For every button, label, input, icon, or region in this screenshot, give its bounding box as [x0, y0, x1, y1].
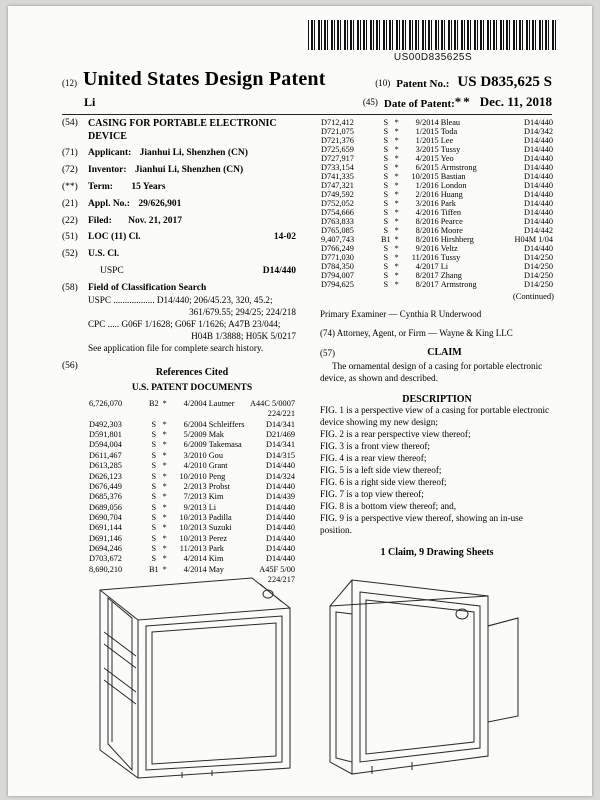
field-classification-search [62, 283, 296, 355]
us-cl-label: U.S. Cl. [88, 249, 120, 260]
date-asterisks: ** [454, 94, 472, 109]
table-row: 224/217 [267, 575, 295, 585]
description-line: FIG. 9 is a perspective view thereof, showing an in-use position. [320, 512, 523, 535]
table-row: D741,335 S * 10/2015 Bastian D14/440 [321, 172, 553, 181]
field-appl-no [62, 199, 296, 211]
code-52: (52) [62, 249, 78, 260]
barcode-block [308, 20, 558, 63]
code-57: (57) [320, 347, 335, 358]
table-row: D765,085 S * 8/2016 Moore D14/442 [321, 226, 553, 235]
page-title: United States Design Patent [83, 68, 326, 90]
table-row: D771,030 S * 11/2016 Tussy D14/250 [321, 253, 553, 262]
table-row: 6,726,070 B2 * 4/2004 Lautner A44C 5/0007 [89, 399, 295, 409]
date-of-patent-label: Date of Patent: [383, 98, 455, 110]
barcode-number: US00D835625S [393, 52, 473, 63]
table-row: D626,123 S * 10/2010 Peng D14/324 [89, 471, 295, 481]
inventor-surname: Li [84, 95, 96, 109]
fcs-label: Field of Classification Search [88, 283, 207, 293]
figure-left [82, 572, 302, 782]
attorney-line [320, 327, 554, 339]
description-line: FIG. 7 is a top view thereof; [320, 488, 424, 499]
inventor-value: Jianhui Li, Shenzhen (CN) [134, 164, 244, 175]
table-row: D766,249 S * 9/2016 Veltz D14/440 [321, 244, 553, 253]
description-heading: DESCRIPTION [402, 394, 472, 406]
table-row: 224/221 [267, 409, 295, 419]
code-term: (**) [62, 181, 78, 192]
patent-page [8, 6, 592, 796]
description-body [320, 405, 554, 536]
table-row: D703,672 S * 4/2014 Kim D14/440 [89, 554, 295, 564]
left-column [62, 118, 296, 590]
table-row: D754,666 S * 4/2016 Tiffen D14/440 [321, 208, 553, 217]
table-row: D694,246 S * 11/2013 Park D14/440 [89, 544, 295, 554]
term-label: Term: [88, 181, 113, 192]
applicant-value: Jianhui Li, Shenzhen (CN) [139, 148, 248, 158]
table-row: 9,407,743 B1 * 8/2016 Hirshberg H04M 1/04 [321, 235, 553, 244]
description-line: FIG. 1 is a perspective view of a casing for portable electronic device showing my new design; [320, 405, 550, 428]
table-row: D492,303 S * 6/2004 Schleiffers D14/341 [89, 419, 295, 429]
inventor-label: Inventor: [88, 164, 127, 175]
field-references [62, 361, 296, 586]
uspc-label: USPC [100, 266, 124, 277]
document-header [62, 68, 552, 115]
fcs-line-2: 361/679.55; 294/25; 224/218 [189, 306, 296, 317]
references-cited-heading: References Cited [155, 366, 229, 378]
table-row: D613,285 S * 4/2010 Grant D14/440 [89, 461, 295, 471]
fcs-line-4: H04B 1/3888; H05K 5/0217 [191, 330, 296, 341]
table-row: D689,056 S * 9/2013 Li D14/440 [89, 502, 295, 512]
code-21: (21) [62, 198, 78, 209]
table-row: D763,833 S * 8/2016 Pearce D14/440 [321, 217, 553, 226]
us-patent-documents-heading: U.S. PATENT DOCUMENTS [131, 383, 253, 394]
code-51: (51) [62, 232, 78, 243]
biblio-columns [62, 118, 554, 585]
code-74: (74) [320, 328, 335, 339]
continued-label: (Continued) [512, 291, 554, 301]
appl-no-label: Appl. No.: [88, 198, 130, 209]
table-row: D721,075 S * 1/2015 Toda D14/342 [321, 127, 553, 136]
drawing-figures [62, 562, 554, 790]
table-row: D727,917 S * 4/2015 Yeo D14/440 [321, 154, 553, 163]
filed-value: Nov. 21, 2017 [128, 215, 182, 226]
field-us-cl [62, 249, 296, 261]
table-row: D594,004 S * 6/2009 Takemasa D14/341 [89, 440, 295, 450]
references-table-right [320, 118, 554, 289]
code-45: (45) [362, 97, 378, 107]
table-row: D691,146 S * 10/2013 Perez D14/440 [89, 533, 295, 543]
table-row: D747,321 S * 1/2016 London D14/440 [321, 181, 553, 190]
fcs-line-1: USPC .................. D14/440; 206/45.23, 320, 45.2; [88, 294, 273, 305]
appl-no-value: 29/626,901 [138, 198, 182, 209]
code-56: (56) [62, 360, 78, 371]
claims-sheets-line: 1 Claim, 9 Drawing Sheets [380, 546, 494, 558]
field-term [62, 182, 296, 194]
field-uspc [62, 266, 296, 278]
field-title [62, 118, 296, 143]
table-row: D685,376 S * 7/2013 Kim D14/439 [89, 492, 295, 502]
fcs-line-5: See application file for complete search history. [88, 342, 264, 353]
date-of-patent-value: Dec. 11, 2018 [479, 94, 552, 109]
code-58: (58) [62, 283, 78, 293]
applicant-label: Applicant: [88, 148, 132, 158]
field-filed [62, 216, 296, 228]
table-row: D611,467 S * 3/2010 Gou D14/315 [89, 450, 295, 460]
code-10: (10) [375, 78, 391, 88]
table-row: D721,376 S * 1/2015 Lee D14/440 [321, 136, 553, 145]
table-row: D591,801 S * 5/2009 Mak D21/469 [89, 430, 295, 440]
patent-no-label: Patent No.: [396, 78, 450, 90]
table-row: D784,350 S * 4/2017 Li D14/250 [321, 262, 553, 271]
references-table-left [88, 399, 296, 585]
right-column [320, 118, 554, 558]
field-applicant [62, 148, 296, 160]
table-row: D749,592 S * 2/2016 Huang D14/440 [321, 190, 553, 199]
code-12: (12) [62, 78, 77, 88]
fcs-line-3: CPC ..... G06F 1/1628; G06F 1/1626; A47B 23/044; [88, 318, 281, 329]
code-22: (22) [62, 215, 78, 226]
code-71: (71) [62, 148, 78, 158]
loc-label: LOC (11) Cl. [88, 232, 141, 243]
description-line: FIG. 5 is a left side view thereof; [320, 464, 442, 475]
filed-label: Filed: [88, 215, 112, 226]
table-row: D752,052 S * 3/2016 Park D14/440 [321, 199, 553, 208]
barcode-image [308, 20, 558, 50]
field-loc [62, 232, 296, 244]
description-line: FIG. 3 is a front view thereof; [320, 441, 430, 452]
table-row: D690,704 S * 10/2013 Padilla D14/440 [89, 512, 295, 522]
field-inventor [62, 165, 296, 177]
table-row: D794,007 S * 8/2017 Zhang D14/250 [321, 271, 553, 280]
term-value: 15 Years [131, 181, 166, 192]
attorney-text: Attorney, Agent, or Firm — Wayne & King LLC [336, 328, 513, 339]
header-rule [62, 114, 552, 115]
uspc-value: D14/440 [262, 266, 296, 277]
code-54: (54) [62, 118, 78, 128]
table-row: D725,659 S * 3/2015 Tussy D14/440 [321, 145, 553, 154]
table-row: D676,449 S * 2/2013 Probst D14/440 [89, 481, 295, 491]
claim-text: The ornamental design of a casing for portable electronic device, as shown and described. [320, 361, 543, 384]
figure-right [312, 566, 532, 782]
claim-heading: CLAIM [427, 347, 462, 359]
table-row: D691,144 S * 10/2013 Suzuki D14/440 [89, 523, 295, 533]
description-line: FIG. 4 is a rear view thereof; [320, 453, 427, 463]
table-row: D733,154 S * 6/2015 Armstrong D14/440 [321, 163, 553, 172]
primary-examiner: Primary Examiner — Cynthia R Underwood [320, 309, 482, 319]
description-line: FIG. 8 is a bottom view thereof; and, [320, 500, 457, 511]
description-line: FIG. 6 is a right side view thereof; [320, 476, 447, 487]
table-row: 8,690,210 B1 * 4/2014 May A45F 5/00 [89, 564, 295, 574]
invention-title: CASING FOR PORTABLE ELECTRONIC DEVICE [88, 118, 277, 142]
loc-value: 14-02 [273, 232, 296, 243]
patent-no-value: US D835,625 S [457, 74, 552, 90]
description-line: FIG. 2 is a rear perspective view thereof; [320, 429, 471, 440]
claim-heading-row [320, 347, 554, 358]
table-row: D794,625 S * 8/2017 Armstrong D14/250 [321, 280, 553, 289]
table-row: D712,412 S * 9/2014 Bleau D14/440 [321, 118, 553, 127]
code-72: (72) [62, 164, 78, 175]
